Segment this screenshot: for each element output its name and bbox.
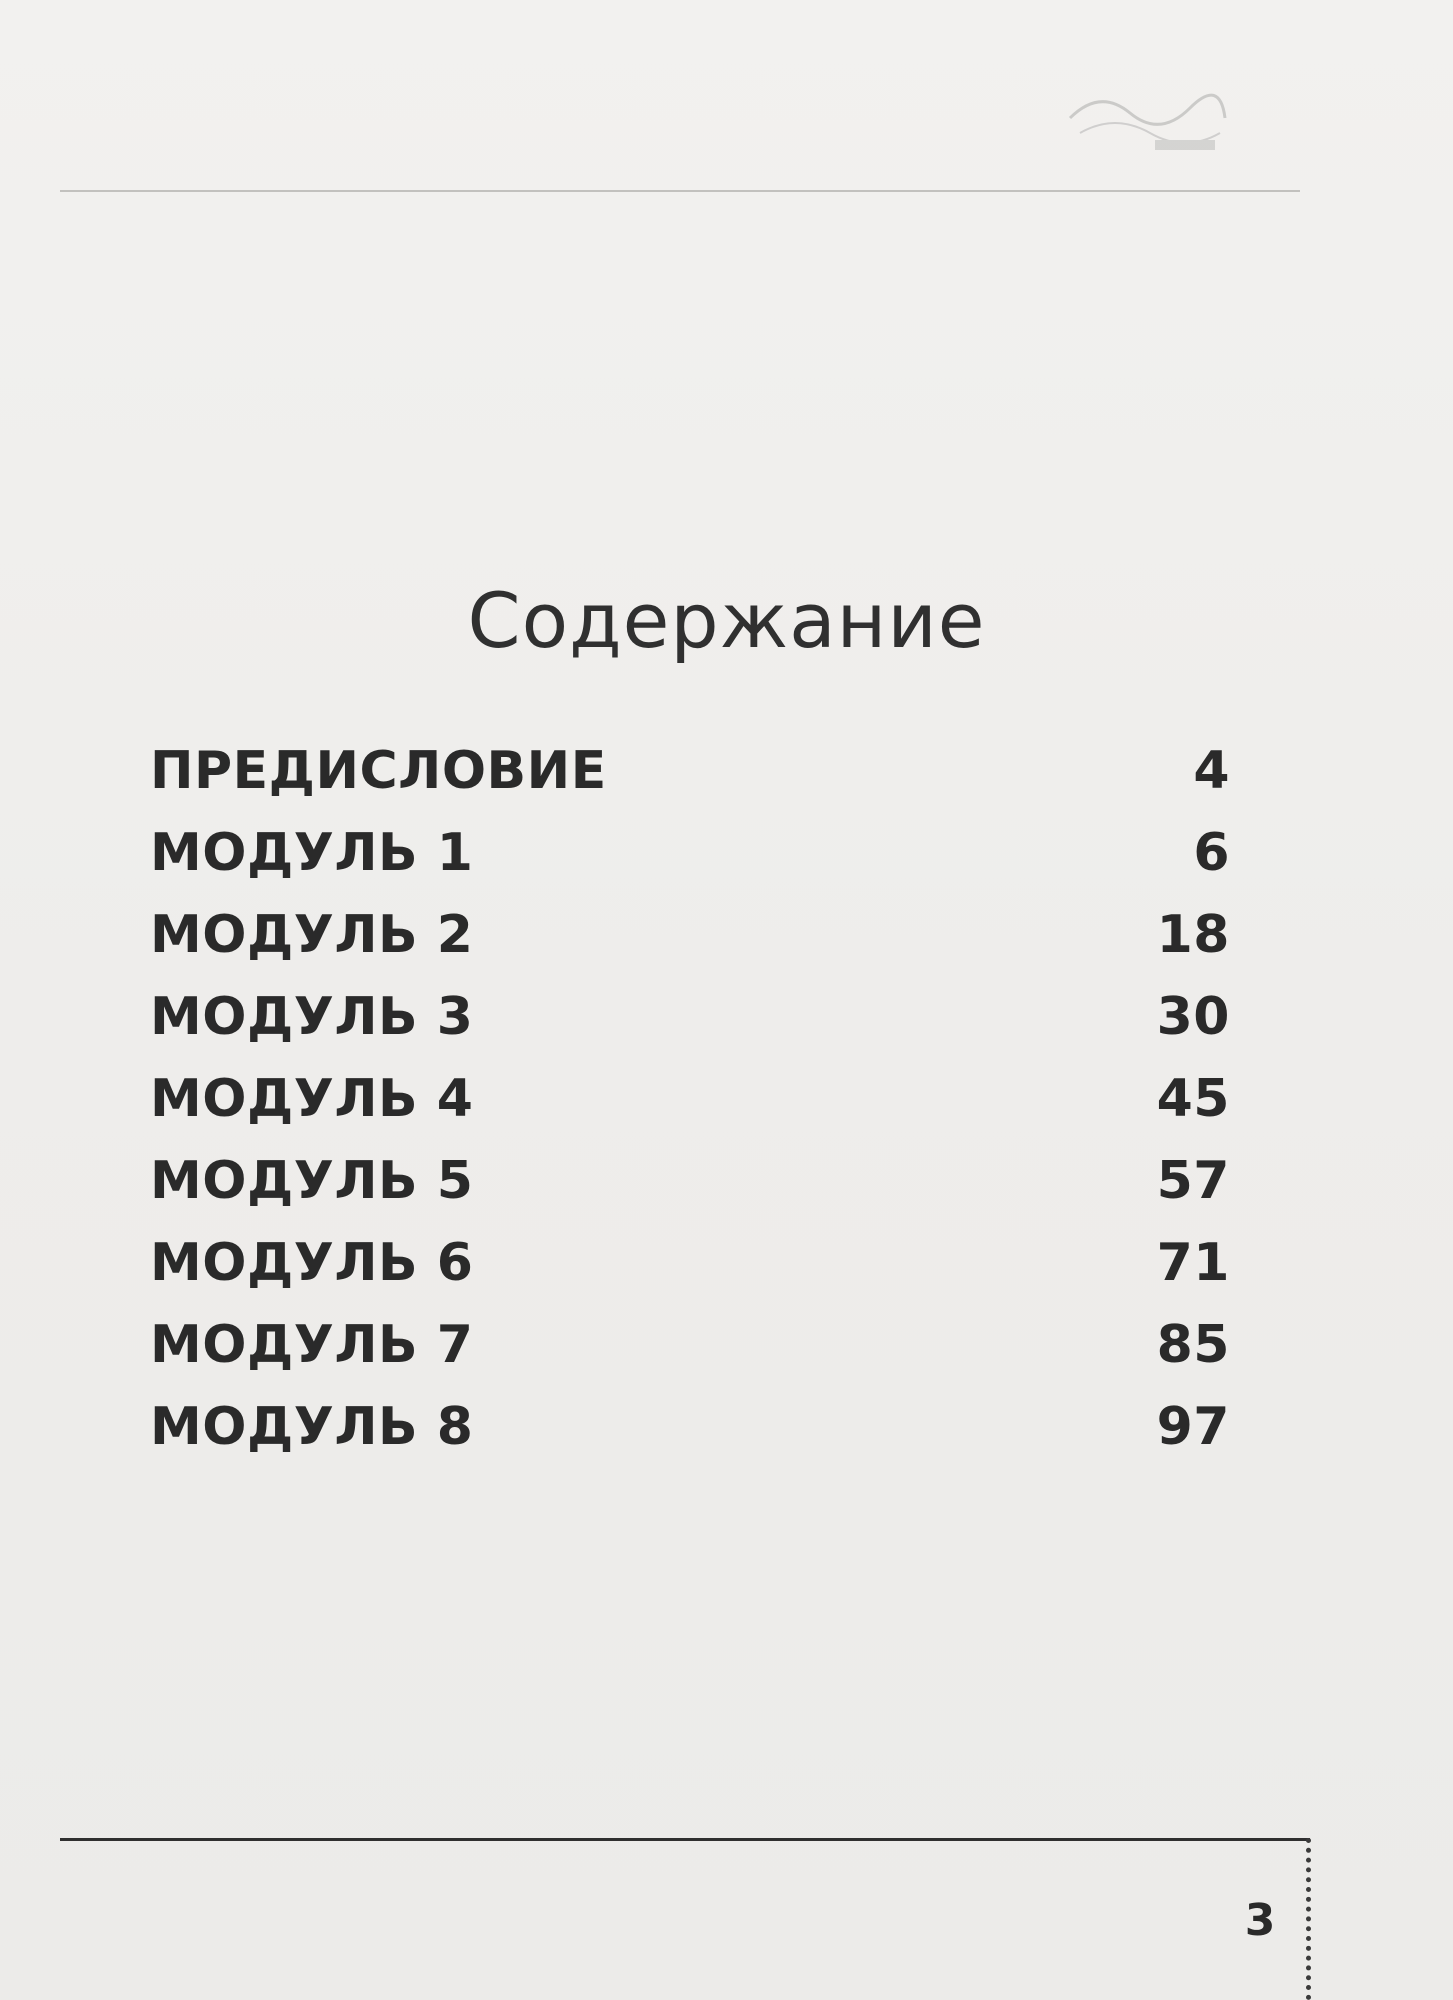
toc-entry-page: 18 [1156,905,1230,965]
toc-entry-label: МОДУЛЬ 6 [150,1233,474,1293]
toc-entry[interactable] [150,1222,1230,1304]
toc-entry-page: 4 [1193,741,1230,801]
toc-entry-page: 71 [1156,1233,1230,1293]
toc-entry-label: МОДУЛЬ 7 [150,1315,474,1375]
toc-entry-label: ПРЕДИСЛОВИЕ [150,741,607,801]
table-of-contents [150,730,1230,1468]
toc-entry-label: МОДУЛЬ 5 [150,1151,474,1211]
toc-entry-label: МОДУЛЬ 1 [150,823,474,883]
toc-entry-page: 45 [1156,1069,1230,1129]
toc-entry[interactable] [150,1304,1230,1386]
page-number: 3 [1244,1895,1276,1946]
toc-entry-label: МОДУЛЬ 4 [150,1069,474,1129]
publisher-logo-icon [1060,78,1230,168]
toc-entry-page: 30 [1156,987,1230,1047]
toc-entry[interactable] [150,730,1230,812]
header-rule [60,190,1300,192]
toc-entry[interactable] [150,894,1230,976]
toc-entry[interactable] [150,1140,1230,1222]
toc-entry-label: МОДУЛЬ 8 [150,1397,474,1457]
toc-entry[interactable] [150,976,1230,1058]
toc-entry[interactable] [150,812,1230,894]
toc-entry-label: МОДУЛЬ 2 [150,905,474,965]
footer-rule [60,1838,1310,1841]
toc-entry-page: 6 [1193,823,1230,883]
toc-entry-page: 85 [1156,1315,1230,1375]
toc-entry-page: 97 [1156,1397,1230,1457]
page-edge-divider [1306,1838,1311,2000]
toc-entry[interactable] [150,1386,1230,1468]
toc-entry[interactable] [150,1058,1230,1140]
toc-entry-label: МОДУЛЬ 3 [150,987,474,1047]
toc-entry-page: 57 [1156,1151,1230,1211]
page-title: Содержание [467,575,986,665]
